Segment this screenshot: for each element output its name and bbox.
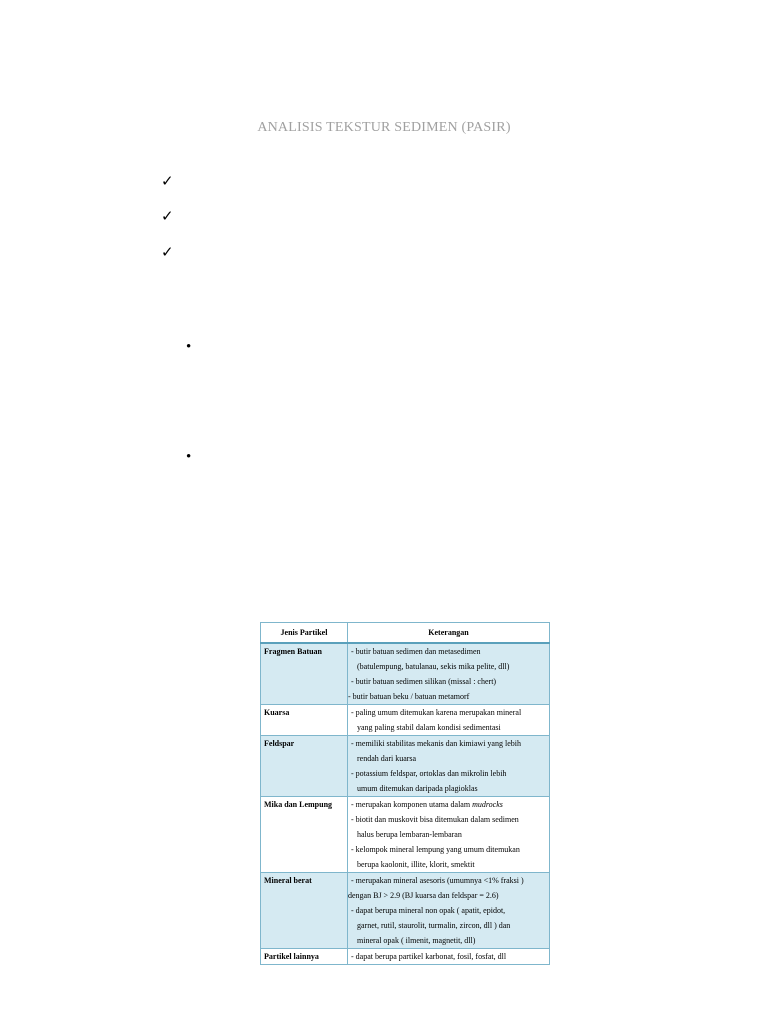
description-line: - potassium feldspar, ortoklas dan mikrolin lebih [351,769,507,778]
table-row [261,705,550,736]
row-label: Partikel lainnya [261,949,348,965]
particle-table [260,622,550,965]
table-header-row [261,623,550,644]
checkmark-icon: ✓ [161,245,174,261]
description-line: - butir batuan sedimen dan metasedimen [351,647,481,656]
table-row [261,643,550,705]
table-row [261,736,550,797]
description-line: - memiliki stabilitas mekanis dan kimiawi yang lebih [351,739,521,748]
table-row [261,797,550,873]
description-line: - dapat berupa mineral non opak ( apatit, epidot, [351,906,506,915]
row-label: Kuarsa [261,705,348,736]
column-header-jenis: Jenis Partikel [261,623,348,644]
table-row [261,949,550,965]
description-line: - merupakan mineral asesoris (umumnya <1% fraksi ) [351,876,524,885]
description-line: - dapat berupa partikel karbonat, fosil, fosfat, dll [351,952,507,961]
row-description [348,705,550,736]
description-line: halus berupa lembaran-lembaran [357,830,462,839]
row-description [348,873,550,949]
description-text: - merupakan komponen utama dalam [351,800,473,809]
description-line [351,797,546,812]
checkmark-icon: ✓ [161,209,174,225]
row-label: Mika dan Lempung [261,797,348,873]
description-line: - butir batuan sedimen silikan (missal : chert) [351,677,497,686]
description-emphasis: mudrocks [472,800,503,809]
description-line: - butir batuan beku / batuan metamorf [348,692,470,701]
description-line: garnet, rutil, staurolit, turmalin, zircon, dll ) dan [357,921,511,930]
description-line: (batulempung, batulanau, sekis mika pelite, dll) [357,662,510,671]
description-line: berupa kaolonit, illite, klorit, smektit [357,860,475,869]
description-line: - kelompok mineral lempung yang umum ditemukan [351,845,520,854]
row-description [348,643,550,705]
row-label: Feldspar [261,736,348,797]
bullet-icon: • [186,339,192,355]
description-line: mineral opak ( ilmenit, magnetit, dll) [357,936,476,945]
description-line: - paling umum ditemukan karena merupakan mineral [351,708,522,717]
description-line: rendah dari kuarsa [357,754,417,763]
table-row [261,873,550,949]
bullet-icon: • [186,449,192,465]
page-title: ANALISIS TEKSTUR SEDIMEN (PASIR) [257,120,511,135]
description-line: yang paling stabil dalam kondisi sedimentasi [357,723,501,732]
checkmark-icon: ✓ [161,174,174,190]
description-line: umum ditemukan daripada plagioklas [357,784,478,793]
description-line: - biotit dan muskovit bisa ditemukan dalam sedimen [351,815,519,824]
row-description [348,797,550,873]
row-label: Fragmen Batuan [261,643,348,705]
row-label: Mineral berat [261,873,348,949]
row-description [348,949,550,965]
row-description [348,736,550,797]
column-header-keterangan: Keterangan [348,623,550,644]
description-line: dengan BJ > 2.9 (BJ kuarsa dan feldspar = 2.6) [348,891,499,900]
